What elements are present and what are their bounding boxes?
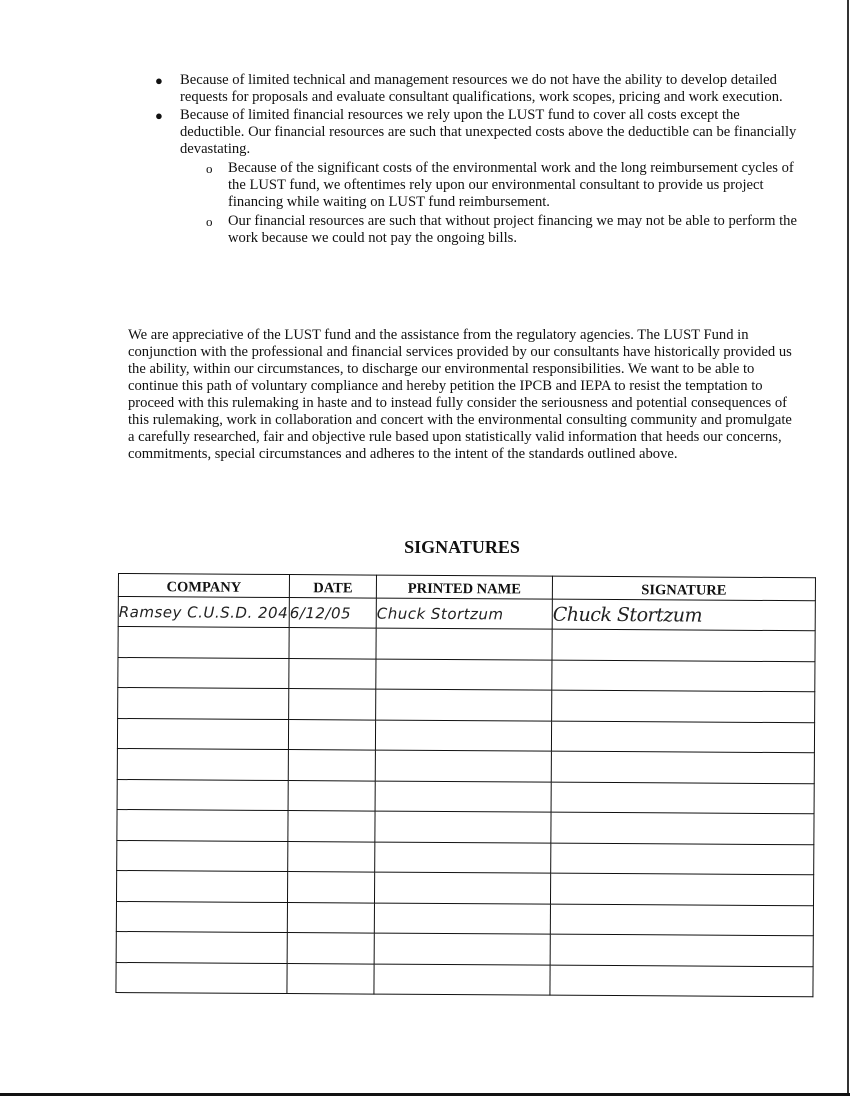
signature-cell[interactable]: [551, 843, 814, 875]
company-cell[interactable]: [116, 931, 287, 963]
company-cell[interactable]: [118, 627, 289, 659]
printed-name-cell[interactable]: [376, 659, 552, 691]
table-row: [118, 627, 815, 662]
signature-cell[interactable]: [550, 965, 813, 997]
table-row: [116, 962, 813, 997]
printed-name-cell[interactable]: [376, 689, 552, 721]
signature-cell[interactable]: [551, 782, 814, 814]
table-row: [117, 809, 814, 844]
date-cell[interactable]: [288, 780, 375, 811]
printed-name-cell[interactable]: [374, 872, 550, 904]
signature-cell[interactable]: [550, 904, 813, 936]
date-cell[interactable]: [288, 750, 375, 781]
signature-cell[interactable]: [552, 690, 815, 722]
bullet-list: [150, 72, 800, 249]
scan-edge-bottom: [0, 1093, 850, 1096]
date-cell[interactable]: [288, 811, 375, 842]
bullet-text: Because of limited financial resources we rely upon the LUST fund to cover all costs except the deductible. Our financial resources are such that unexpected costs above the deductible can be financially devastating.: [180, 107, 797, 157]
signature-table: [115, 573, 816, 997]
sub-bullet-list: [198, 160, 800, 247]
bullet-dot-icon: ●: [155, 73, 163, 88]
bullet-item-1: [150, 72, 800, 106]
signature-cell[interactable]: [550, 934, 813, 966]
sub-bullet-item-2: [198, 213, 800, 247]
company-cell[interactable]: [117, 718, 288, 750]
signature-cell[interactable]: [551, 812, 814, 844]
company-cell[interactable]: [117, 748, 288, 780]
printed-name-cell[interactable]: [374, 933, 550, 965]
company-cell[interactable]: [116, 901, 287, 933]
table-row: [116, 870, 813, 905]
company-cell[interactable]: [116, 870, 287, 902]
date-cell[interactable]: [287, 963, 374, 994]
company-cell[interactable]: [117, 840, 288, 872]
table-row: [116, 901, 813, 936]
company-cell[interactable]: [117, 779, 288, 811]
date-cell[interactable]: [287, 933, 374, 964]
signature-cell[interactable]: [551, 721, 814, 753]
printed-name-cell[interactable]: [374, 903, 550, 935]
table-row: [116, 931, 813, 966]
table-row: [117, 718, 814, 753]
printed-name-cell[interactable]: [376, 628, 552, 660]
table-row: [118, 657, 815, 692]
bullet-item-2: [150, 107, 800, 247]
printed-name-cell[interactable]: [375, 842, 551, 874]
signature-cell[interactable]: [550, 873, 813, 905]
date-cell[interactable]: [288, 719, 375, 750]
printed-name-cell[interactable]: [374, 964, 550, 996]
printed-name-cell[interactable]: [375, 720, 551, 752]
handwritten-signature: Chuck Stortzum: [552, 599, 815, 631]
date-cell[interactable]: [287, 902, 374, 933]
printed-name-cell[interactable]: [375, 781, 551, 813]
company-cell[interactable]: [118, 688, 289, 720]
body-paragraph: We are appreciative of the LUST fund and the assistance from the regulatory agencies. The LUST Fund in conjunction with the professional and financial services provided by our consultants have historically provided us the ability, within our circumstances, to discharge our environmental responsibilities. We want to be able to continue this path of voluntary compliance and hereby petition the IPCB and IEPA to resist the temptation to proceed with this rulemaking in haste and to instead fully consider the seriousness and potential consequences of this rulemaking, work in collaboration and concert with the environmental consulting community and promulgate a carefully researched, fair and objective rule based upon statistically valid information that heeds our concerns, commitments, special circumstances and adheres to the intent of the standards outlined above.: [128, 327, 792, 462]
bullet-dot-icon: ●: [155, 108, 163, 123]
hollow-circle-icon: o: [206, 161, 213, 176]
date-cell[interactable]: [289, 628, 376, 659]
scan-edge-right: [847, 0, 849, 1093]
signature-cell[interactable]: [552, 629, 815, 661]
date-cell[interactable]: [288, 841, 375, 872]
sub-bullet-item-1: [198, 160, 800, 211]
signatures-heading: SIGNATURES: [404, 537, 520, 557]
table-row: [118, 597, 815, 631]
header-signature: SIGNATURE: [552, 576, 815, 601]
bullet-text: Because of limited technical and management resources we do not have the ability to develop detailed requests for proposals and evaluate consultant qualifications, work scopes, pricing and work execution.: [180, 72, 783, 105]
signature-cell[interactable]: [551, 751, 814, 783]
header-printed-name: PRINTED NAME: [376, 575, 552, 599]
date-cell[interactable]: [289, 658, 376, 689]
company-cell[interactable]: [117, 809, 288, 841]
signature-cell[interactable]: [552, 660, 815, 692]
printed-name-cell[interactable]: [375, 750, 551, 782]
table-row: [118, 688, 815, 723]
date-cell: 6/12/05: [289, 598, 376, 629]
table-row: [117, 779, 814, 814]
printed-name-cell[interactable]: [375, 811, 551, 843]
sub-bullet-text: Because of the significant costs of the environmental work and the long reimbursement cycles of the LUST fund, we oftentimes rely upon our environmental consultant to provide us project financing while waiting on LUST fund reimbursement.: [228, 160, 794, 210]
table-row: [117, 748, 814, 783]
printed-name-cell: Chuck Stortzum: [376, 598, 552, 629]
company-cell[interactable]: [116, 962, 287, 994]
hollow-circle-icon: o: [206, 214, 213, 229]
date-cell[interactable]: [289, 689, 376, 720]
company-cell: Ramsey C.U.S.D. 204: [118, 597, 289, 628]
date-cell[interactable]: [287, 872, 374, 903]
header-company: COMPANY: [118, 574, 289, 598]
sub-bullet-text: Our financial resources are such that without project financing we may not be able to perform the work because we could not pay the ongoing bills.: [228, 213, 797, 246]
table-row: [117, 840, 814, 875]
header-date: DATE: [289, 575, 376, 599]
company-cell[interactable]: [118, 657, 289, 689]
